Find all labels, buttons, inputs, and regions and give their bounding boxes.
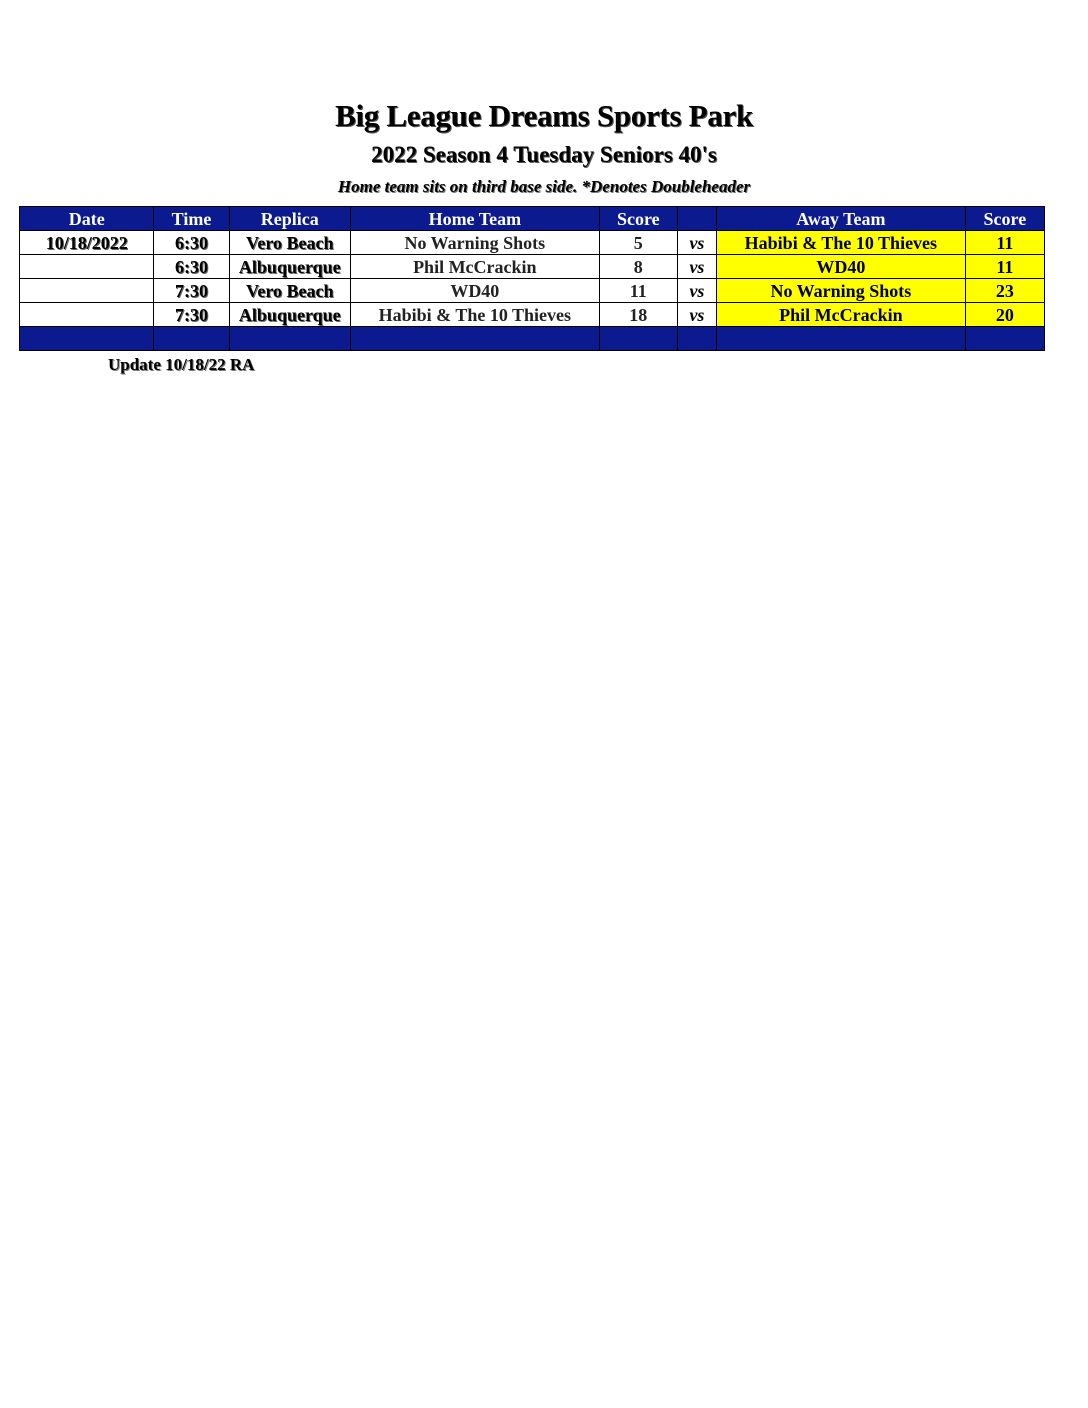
cell-replica: Vero Beach [229,231,350,255]
cell-away-score: 20 [965,303,1044,327]
cell-time: 7:30 [154,303,229,327]
column-header-date: Date [20,207,154,231]
column-header-replica: Replica [229,207,350,231]
cell-date [20,279,154,303]
cell-vs: vs [677,279,716,303]
schedule-note: Home team sits on third base side. *Denotes Doubleheader [337,177,751,196]
cell-replica: Vero Beach [229,279,350,303]
blank-cell [20,327,154,351]
cell-vs: vs [677,303,716,327]
cell-time: 6:30 [154,231,229,255]
cell-home-team: No Warning Shots [350,231,599,255]
blank-cell [717,327,966,351]
cell-date [20,255,154,279]
column-header-vs [677,207,716,231]
table-row [20,303,1045,327]
cell-home-score: 11 [599,279,677,303]
cell-vs: vs [677,255,716,279]
cell-away-team: Phil McCrackin [717,303,966,327]
table-blank-row [20,327,1045,351]
blank-cell [229,327,350,351]
cell-vs: vs [677,231,716,255]
column-header-away-score: Score [965,207,1044,231]
cell-home-team: WD40 [350,279,599,303]
table-row [20,279,1045,303]
cell-date [20,303,154,327]
page-subtitle: 2022 Season 4 Tuesday Seniors 40's [371,142,717,167]
cell-away-team: WD40 [717,255,966,279]
cell-home-score: 18 [599,303,677,327]
blank-cell [350,327,599,351]
blank-cell [599,327,677,351]
cell-home-team: Phil McCrackin [350,255,599,279]
column-header-home-score: Score [599,207,677,231]
cell-replica: Albuquerque [229,303,350,327]
column-header-time: Time [154,207,229,231]
table-header-row [20,207,1045,231]
cell-away-team: Habibi & The 10 Thieves [717,231,966,255]
cell-date: 10/18/2022 [20,231,154,255]
cell-home-team: Habibi & The 10 Thieves [350,303,599,327]
table-row [20,231,1045,255]
column-header-home-team: Home Team [350,207,599,231]
column-header-away-team: Away Team [717,207,966,231]
cell-away-score: 11 [965,255,1044,279]
cell-time: 7:30 [154,279,229,303]
blank-cell [965,327,1044,351]
table-row [20,255,1045,279]
cell-away-score: 23 [965,279,1044,303]
cell-away-team: No Warning Shots [717,279,966,303]
blank-cell [677,327,716,351]
cell-away-score: 11 [965,231,1044,255]
cell-home-score: 5 [599,231,677,255]
cell-time: 6:30 [154,255,229,279]
schedule-table [19,206,1045,351]
page-title: Big League Dreams Sports Park [335,98,753,133]
update-note: Update 10/18/22 RA [108,355,255,374]
cell-home-score: 8 [599,255,677,279]
blank-cell [154,327,229,351]
cell-replica: Albuquerque [229,255,350,279]
